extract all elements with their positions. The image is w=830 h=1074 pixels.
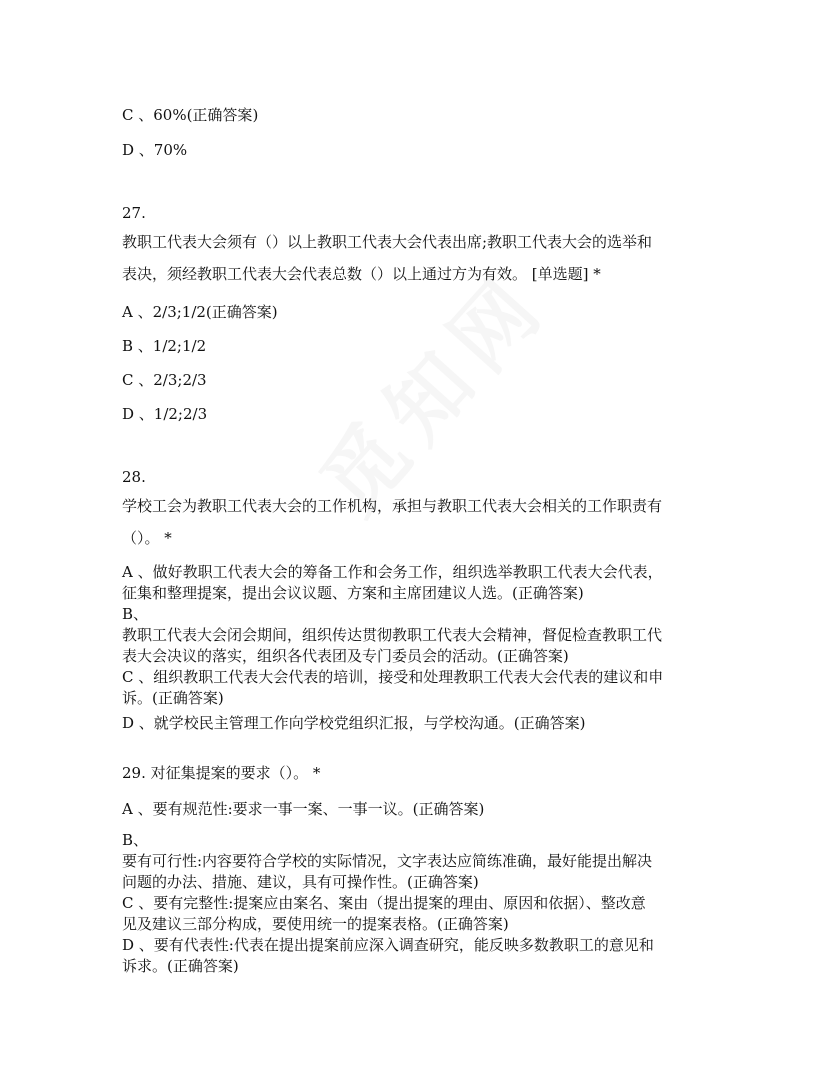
- q27-stem-line-1: 教职工代表大会须有（）以上教职工代表大会代表出席;教职工代表大会的选举和: [122, 233, 653, 251]
- q27-number: 27.: [122, 204, 146, 222]
- q28-stem-line-1: 学校工会为教职工代表大会的工作机构，承担与教职工代表大会相关的工作职责有: [122, 497, 663, 515]
- q27-stem-line-2: 表决，须经教职工代表大会代表总数（）以上通过方为有效。 [单选题] *: [122, 265, 601, 283]
- q27-option-c: C 、2/3;2/3: [122, 371, 207, 389]
- q29-option-d-line-2: 诉求。(正确答案): [122, 957, 239, 975]
- q28-option-a-line-2: 征集和整理提案，提出会议议题、方案和主席团建议人选。(正确答案): [122, 584, 584, 602]
- q28-number: 28.: [122, 468, 146, 486]
- q26-option-c: C 、60%(正确答案): [122, 106, 259, 124]
- q28-option-c-line-2: 诉。(正确答案): [122, 689, 224, 707]
- q29-option-b-line-2: 问题的办法、措施、建议，具有可操作性。(正确答案): [122, 873, 479, 891]
- q27-option-d: D 、1/2;2/3: [122, 405, 208, 423]
- q28-option-b-line-2: 表大会决议的落实，组织各代表团及专门委员会的活动。(正确答案): [122, 647, 569, 665]
- q28-option-d: D 、就学校民主管理工作向学校党组织汇报，与学校沟通。(正确答案): [122, 714, 586, 732]
- q29-option-b-label: B、: [122, 831, 149, 849]
- q27-option-a: A 、2/3;1/2(正确答案): [122, 303, 278, 321]
- q28-option-a-line-1: A 、做好教职工代表大会的筹备工作和会务工作，组织选举教职工代表大会代表，: [122, 563, 663, 581]
- q29-option-d-line-1: D 、要有代表性:代表在提出提案前应深入调查研究，能反映多数教职工的意见和: [122, 936, 654, 954]
- q29-option-c-line-1: C 、要有完整性:提案应由案名、案由（提出提案的理由、原因和依据）、整改意: [122, 894, 646, 912]
- q28-option-c-line-1: C 、组织教职工代表大会代表的培训，接受和处理教职工代表大会代表的建议和申: [122, 668, 664, 686]
- q29-stem: 29. 对征集提案的要求（）。 *: [122, 764, 321, 782]
- q28-option-b-label: B、: [122, 605, 149, 623]
- q29-option-a: A 、要有规范性:要求一事一案、一事一议。(正确答案): [122, 800, 485, 818]
- q28-stem-line-2: （）。 *: [122, 529, 172, 547]
- q26-option-d: D 、70%: [122, 141, 188, 159]
- q28-option-b-line-1: 教职工代表大会闭会期间，组织传达贯彻教职工代表大会精神，督促检查教职工代: [122, 626, 663, 644]
- q29-option-c-line-2: 见及建议三部分构成，要使用统一的提案表格。(正确答案): [122, 915, 509, 933]
- q29-option-b-line-1: 要有可行性:内容要符合学校的实际情况，文字表达应简练准确，最好能提出解决: [122, 852, 653, 870]
- q27-option-b: B 、1/2;1/2: [122, 337, 207, 355]
